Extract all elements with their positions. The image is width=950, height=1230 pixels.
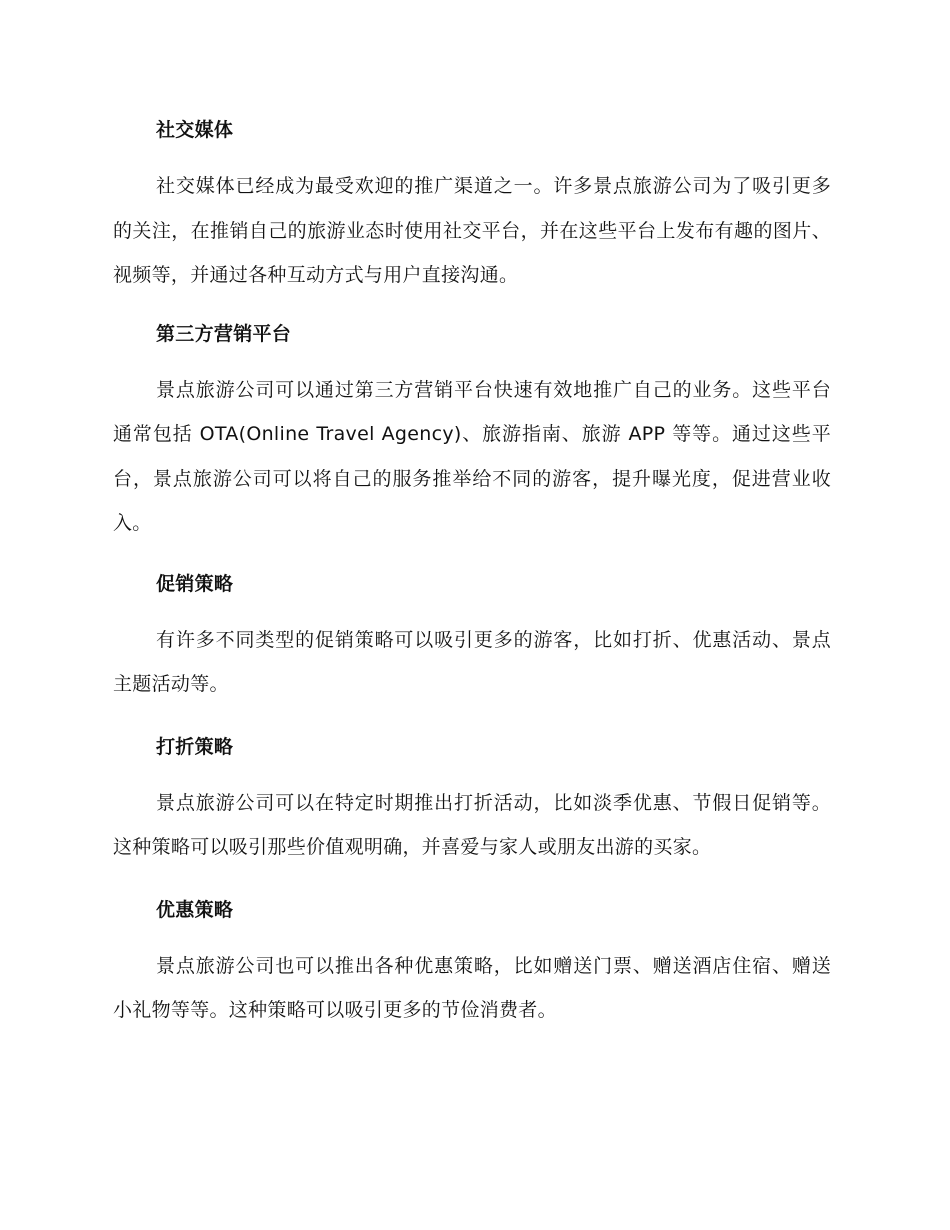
section-paragraph: 景点旅游公司可以通过第三方营销平台快速有效地推广自己的业务。这些平台通常包括 OTA(Online Travel Agency)、旅游指南、旅游 APP 等等。通过这些平台，景点旅游公司可以将自己的服务推举给不同的游客，提升曝光度，促进营业收入。 xyxy=(113,378,831,534)
section-paragraph: 有许多不同类型的促销策略可以吸引更多的游客，比如打折、优惠活动、景点主题活动等。 xyxy=(113,628,831,695)
section-heading: 第三方营销平台 xyxy=(156,322,292,345)
section-offer-strategy xyxy=(113,888,831,1033)
section-heading: 打折策略 xyxy=(156,735,234,758)
section-discount-strategy xyxy=(113,725,831,870)
section-paragraph: 景点旅游公司也可以推出各种优惠策略，比如赠送门票、赠送酒店住宿、赠送小礼物等等。这种策略可以吸引更多的节俭消费者。 xyxy=(113,954,831,1021)
section-paragraph: 景点旅游公司可以在特定时期推出打折活动，比如淡季优惠、节假日促销等。这种策略可以吸引那些价值观明确，并喜爱与家人或朋友出游的买家。 xyxy=(113,791,831,858)
document-body xyxy=(113,108,831,1051)
section-paragraph: 社交媒体已经成为最受欢迎的推广渠道之一。许多景点旅游公司为了吸引更多的关注，在推销自己的旅游业态时使用社交平台，并在这些平台上发布有趣的图片、视频等，并通过各种互动方式与用户直接沟通。 xyxy=(113,175,831,286)
section-promotion-strategy xyxy=(113,562,831,707)
section-heading: 促销策略 xyxy=(156,572,234,595)
section-heading: 优惠策略 xyxy=(156,898,234,921)
section-heading: 社交媒体 xyxy=(156,119,234,141)
section-social-media xyxy=(113,108,831,298)
section-third-party-platforms xyxy=(113,312,831,546)
